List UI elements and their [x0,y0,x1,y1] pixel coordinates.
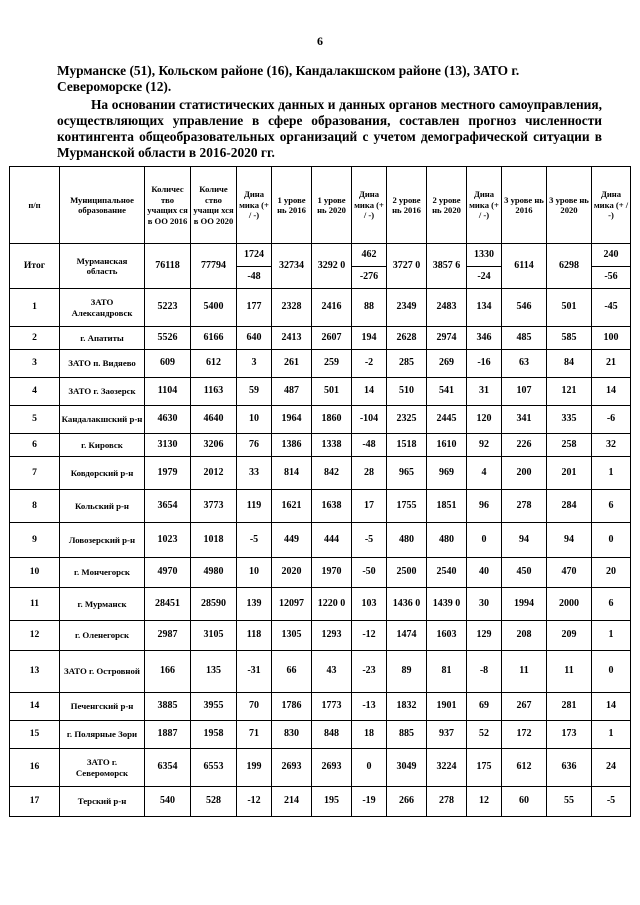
table-cell: 1979 [145,457,191,490]
table-cell-top: 1724 [237,244,271,267]
table-cell: 1994 [502,588,547,621]
header-cell: 3 урове нь 2016 [502,167,547,244]
table-cell: 194 [352,327,387,350]
table-cell: 278 [427,787,467,817]
table-cell: 33 [237,457,272,490]
table-cell: 14 [592,378,631,406]
municipality-name: Ловозерский р-н [60,523,145,558]
table-cell: 259 [312,350,352,378]
table-cell: 281 [547,693,592,721]
table-cell: 1970 [312,558,352,588]
table-cell: 59 [237,378,272,406]
table-cell: 11 [547,651,592,693]
table-cell: 1851 [427,490,467,523]
table-cell: -12 [237,787,272,817]
row-number: 8 [10,490,60,523]
table-cell: 612 [502,749,547,787]
table-cell: 6114 [502,244,547,289]
table-row [10,434,631,457]
table-cell: -50 [352,558,387,588]
table-cell: 3 [237,350,272,378]
table-cell: 636 [547,749,592,787]
table-cell: 284 [547,490,592,523]
table-cell: 485 [502,327,547,350]
table-cell: 199 [237,749,272,787]
header-cell: Дина мика (+ / -) [237,167,272,244]
table-cell: 107 [502,378,547,406]
table-cell: 18 [352,721,387,749]
table-cell: 20 [592,558,631,588]
table-cell: 3955 [191,693,237,721]
total-label: Итог [10,244,60,289]
table-cell: 3206 [191,434,237,457]
table-cell: 2328 [272,289,312,327]
table-cell: 266 [387,787,427,817]
table-cell: -104 [352,406,387,434]
table-row [10,406,631,434]
table-cell: 6 [592,588,631,621]
forecast-table [9,166,631,817]
municipality-name: Кандалакшский р-н [60,406,145,434]
table-cell: 1610 [427,434,467,457]
municipality-name: Печенгский р-н [60,693,145,721]
table-cell: 1104 [145,378,191,406]
table-cell: 32 [592,434,631,457]
table-cell: 43 [312,651,352,693]
table-cell: 208 [502,621,547,651]
header-cell: Муниципальное образование [60,167,145,244]
table-cell: 28 [352,457,387,490]
header-cell: Дина мика (+ / -) [592,167,631,244]
table-cell-bottom: -276 [359,271,379,283]
table-row [10,787,631,817]
row-number: 3 [10,350,60,378]
table-cell: 2483 [427,289,467,327]
table-cell: 4 [467,457,502,490]
table-cell: 1621 [272,490,312,523]
table-cell: 487 [272,378,312,406]
table-cell: 214 [272,787,312,817]
table-cell: 96 [467,490,502,523]
row-number: 13 [10,651,60,693]
table-cell: 134 [467,289,502,327]
intro-paragraph-2: На основании статистических данных и данных органов местного самоуправления, осуществляющих управление в сфере образования, составлен прогноз численности контингента общеобразовательных организаций с учетом демографической ситуации в Мурманской области в 2016-2020 гг. [57,97,602,160]
table-row [10,558,631,588]
table-cell: 6166 [191,327,237,350]
table-cell: 1 [592,721,631,749]
table-cell: 12097 [272,588,312,621]
table-cell: 89 [387,651,427,693]
table-row [10,350,631,378]
header-cell: п/п [10,167,60,244]
table-cell: 2987 [145,621,191,651]
table-cell: 6553 [191,749,237,787]
table-cell: 94 [547,523,592,558]
table-cell: -6 [592,406,631,434]
table-cell: 5526 [145,327,191,350]
table-cell: 4970 [145,558,191,588]
table-cell: 1832 [387,693,427,721]
table-cell: 6354 [145,749,191,787]
table-cell: 269 [427,350,467,378]
municipality-name: ЗАТО Александровск [60,289,145,327]
table-cell: 6298 [547,244,592,289]
table-cell: 10 [237,558,272,588]
table-cell: 267 [502,693,547,721]
table-cell: -8 [467,651,502,693]
table-cell: 139 [237,588,272,621]
table-cell: 4630 [145,406,191,434]
table-cell: 1638 [312,490,352,523]
table-cell: 3049 [387,749,427,787]
table-cell: 1887 [145,721,191,749]
table-cell: 76118 [145,244,191,289]
table-cell: 969 [427,457,467,490]
table-cell: 17 [352,490,387,523]
table-cell: -2 [352,350,387,378]
table-cell: 4640 [191,406,237,434]
table-cell: 6 [592,490,631,523]
municipality-name: г. Кировск [60,434,145,457]
table-cell: 2607 [312,327,352,350]
table-cell: 30 [467,588,502,621]
table-row [10,721,631,749]
row-number: 6 [10,434,60,457]
row-number: 7 [10,457,60,490]
table-cell: 480 [387,523,427,558]
row-number: 4 [10,378,60,406]
table-cell: 94 [502,523,547,558]
table-cell: 5223 [145,289,191,327]
table-cell: 546 [502,289,547,327]
table-cell: 612 [191,350,237,378]
table-cell: 28590 [191,588,237,621]
table-cell: 1163 [191,378,237,406]
table-cell: 848 [312,721,352,749]
table-cell: -45 [592,289,631,327]
table-cell: 501 [547,289,592,327]
table-cell: 92 [467,434,502,457]
table-cell: 1018 [191,523,237,558]
table-cell: 528 [191,787,237,817]
row-number: 1 [10,289,60,327]
table-cell: 3105 [191,621,237,651]
table-cell: 3292 0 [312,244,352,289]
table-cell: 69 [467,693,502,721]
table-cell: 135 [191,651,237,693]
row-number: 12 [10,621,60,651]
table-cell: 885 [387,721,427,749]
header-cell: 3 урове нь 2020 [547,167,592,244]
table-cell: 2325 [387,406,427,434]
table-cell: 14 [352,378,387,406]
table-cell: 2540 [427,558,467,588]
header-cell: Количес тво учащих ся в ОО 2016 [145,167,191,244]
table-cell: 2974 [427,327,467,350]
table-cell: 1386 [272,434,312,457]
table-cell: 12 [467,787,502,817]
row-number: 17 [10,787,60,817]
municipality-name: ЗАТО г. Островной [60,651,145,693]
table-cell: 32734 [272,244,312,289]
table-cell-top: 1330 [467,244,501,267]
total-row [10,244,631,289]
table-cell-bottom: -24 [477,271,491,283]
row-number: 10 [10,558,60,588]
table-cell: 172 [502,721,547,749]
table-cell: 1305 [272,621,312,651]
table-row [10,327,631,350]
table-cell: 510 [387,378,427,406]
table-cell: 209 [547,621,592,651]
table-cell: 66 [272,651,312,693]
table-cell: -12 [352,621,387,651]
table-cell: 1518 [387,434,427,457]
table-cell: 609 [145,350,191,378]
municipality-name: ЗАТО г. Североморск [60,749,145,787]
row-number: 14 [10,693,60,721]
table-cell: 88 [352,289,387,327]
table-cell: 24 [592,749,631,787]
table-cell: 346 [467,327,502,350]
table-cell: 1958 [191,721,237,749]
table-cell: 121 [547,378,592,406]
table-cell: 71 [237,721,272,749]
table-cell: 119 [237,490,272,523]
table-cell: 200 [502,457,547,490]
municipality-name: Терский р-н [60,787,145,817]
table-cell: 0 [352,749,387,787]
table-cell: 70 [237,693,272,721]
table-cell: 81 [427,651,467,693]
table-cell [592,244,631,289]
header-cell: Дина мика (+ / -) [467,167,502,244]
table-cell: 842 [312,457,352,490]
table-cell: 201 [547,457,592,490]
row-number: 16 [10,749,60,787]
table-cell: 501 [312,378,352,406]
table-cell: 965 [387,457,427,490]
table-cell [352,244,387,289]
table-row [10,651,631,693]
table-cell: 2012 [191,457,237,490]
table-cell: 2445 [427,406,467,434]
table-cell-bottom: -48 [247,271,261,283]
table-cell: 3224 [427,749,467,787]
table-row [10,588,631,621]
table-cell: 1603 [427,621,467,651]
total-name: Мурманская область [60,244,145,289]
table-cell: 335 [547,406,592,434]
table-cell: -5 [352,523,387,558]
row-number: 5 [10,406,60,434]
table-cell: 0 [592,523,631,558]
table-row [10,621,631,651]
table-cell: 14 [592,693,631,721]
table-cell: 11 [502,651,547,693]
table-cell: 63 [502,350,547,378]
table-row [10,289,631,327]
table-cell: -48 [352,434,387,457]
header-cell: 2 урове нь 2020 [427,167,467,244]
table-cell: 3885 [145,693,191,721]
municipality-name: г. Полярные Зори [60,721,145,749]
page-number: 6 [317,34,323,48]
table-cell: 60 [502,787,547,817]
table-cell: 195 [312,787,352,817]
table-cell: 1293 [312,621,352,651]
table-cell: 814 [272,457,312,490]
table-cell: 0 [467,523,502,558]
row-number: 11 [10,588,60,621]
table-cell [467,244,502,289]
table-cell: 166 [145,651,191,693]
table-cell [237,244,272,289]
table-cell: 103 [352,588,387,621]
table-cell: 52 [467,721,502,749]
table-cell: 470 [547,558,592,588]
table-cell: 118 [237,621,272,651]
table-cell: 4980 [191,558,237,588]
table-cell: -5 [237,523,272,558]
row-number: 2 [10,327,60,350]
table-cell: 261 [272,350,312,378]
municipality-name: ЗАТО г. Заозерск [60,378,145,406]
table-cell: 278 [502,490,547,523]
header-cell: 1 урове нь 2016 [272,167,312,244]
table-cell: 0 [592,651,631,693]
table-row [10,490,631,523]
table-cell: 444 [312,523,352,558]
table-row [10,523,631,558]
table-row [10,749,631,787]
header-cell: 2 урове нь 2016 [387,167,427,244]
table-cell: -13 [352,693,387,721]
table-row [10,457,631,490]
table-cell-top: 240 [592,244,630,267]
table-cell: 3773 [191,490,237,523]
table-cell: 541 [427,378,467,406]
header-cell: Количе ство учащи хся в ОО 2020 [191,167,237,244]
table-cell: 175 [467,749,502,787]
table-cell: 84 [547,350,592,378]
table-cell-bottom: -56 [604,271,618,283]
table-cell: 3654 [145,490,191,523]
table-cell: 2693 [312,749,352,787]
municipality-name: г. Апатиты [60,327,145,350]
table-cell: 341 [502,406,547,434]
table-cell: 226 [502,434,547,457]
table-cell: 1 [592,457,631,490]
table-cell: 129 [467,621,502,651]
municipality-name: ЗАТО п. Видяево [60,350,145,378]
table-cell: -23 [352,651,387,693]
table-cell: 1901 [427,693,467,721]
table-cell: 2349 [387,289,427,327]
table-row [10,693,631,721]
intro-paragraph-1: Мурманске (51), Кольском районе (16), Кандалакшском районе (13), ЗАТО г. Североморске (12). [57,63,520,94]
table-cell: 2628 [387,327,427,350]
table-cell: 120 [467,406,502,434]
table-cell: 3857 6 [427,244,467,289]
table-cell: 480 [427,523,467,558]
table-cell: 76 [237,434,272,457]
table-cell: 21 [592,350,631,378]
table-cell: 55 [547,787,592,817]
table-cell: 450 [502,558,547,588]
municipality-name: Ковдорский р-н [60,457,145,490]
table-cell: 2000 [547,588,592,621]
table-cell: 1 [592,621,631,651]
row-number: 9 [10,523,60,558]
municipality-name: г. Мурманск [60,588,145,621]
table-cell: 585 [547,327,592,350]
table-cell: 830 [272,721,312,749]
header-cell: Дина мика (+ / -) [352,167,387,244]
table-cell: 40 [467,558,502,588]
table-cell: 100 [592,327,631,350]
table-cell: 2020 [272,558,312,588]
table-cell: 640 [237,327,272,350]
table-cell: 3727 0 [387,244,427,289]
table-cell: 285 [387,350,427,378]
table-cell: 3130 [145,434,191,457]
table-cell: 1023 [145,523,191,558]
table-cell: 449 [272,523,312,558]
table-cell: 1436 0 [387,588,427,621]
table-cell: 1474 [387,621,427,651]
municipality-name: г. Оленегорск [60,621,145,651]
table-cell: -5 [592,787,631,817]
table-cell: 177 [237,289,272,327]
table-cell-top: 462 [352,244,386,267]
table-cell: 173 [547,721,592,749]
table-cell: 1338 [312,434,352,457]
table-cell: 1860 [312,406,352,434]
table-cell: 2413 [272,327,312,350]
table-header-row [10,167,631,244]
table-row [10,378,631,406]
table-cell: 2693 [272,749,312,787]
table-cell: 1964 [272,406,312,434]
table-cell: 937 [427,721,467,749]
table-cell: 1439 0 [427,588,467,621]
table-cell: 258 [547,434,592,457]
table-cell: 2500 [387,558,427,588]
table-cell: 28451 [145,588,191,621]
table-cell: 1786 [272,693,312,721]
table-cell: -31 [237,651,272,693]
municipality-name: Кольский р-н [60,490,145,523]
header-cell: 1 урове нь 2020 [312,167,352,244]
table-cell: 1773 [312,693,352,721]
table-cell: 2416 [312,289,352,327]
table-cell: 5400 [191,289,237,327]
table-cell: 31 [467,378,502,406]
table-cell: 1220 0 [312,588,352,621]
table-cell: 77794 [191,244,237,289]
table-cell: -16 [467,350,502,378]
table-cell: 540 [145,787,191,817]
row-number: 15 [10,721,60,749]
table-cell: 10 [237,406,272,434]
table-cell: -19 [352,787,387,817]
table-cell: 1755 [387,490,427,523]
municipality-name: г. Мончегорск [60,558,145,588]
